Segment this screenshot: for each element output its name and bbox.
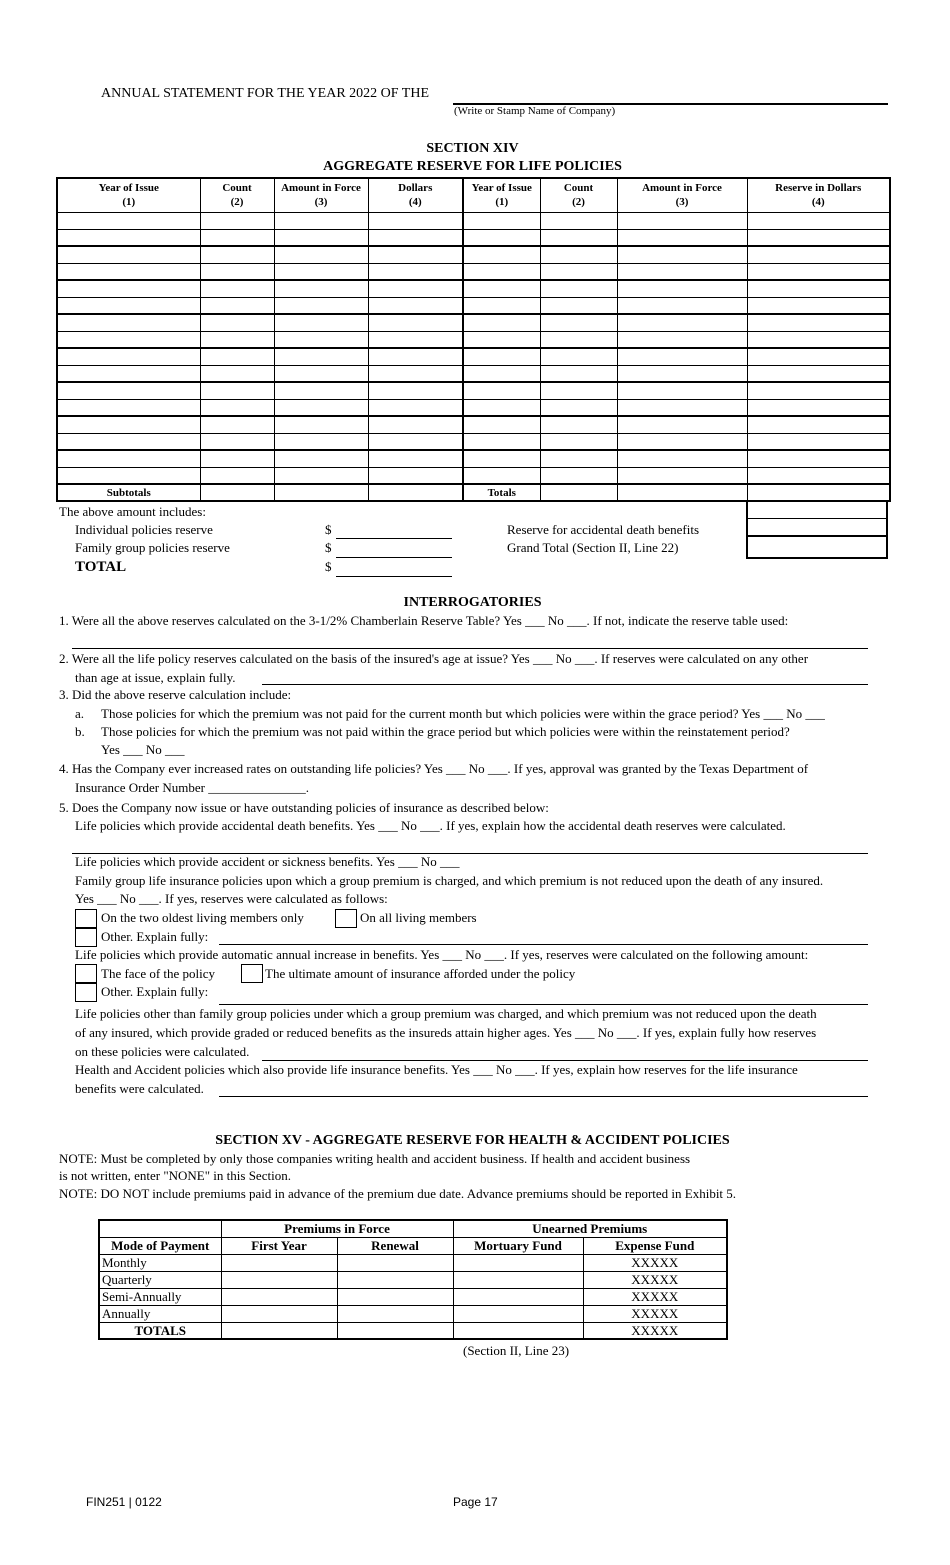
table-cell[interactable] — [368, 365, 463, 382]
first-year-cell[interactable] — [221, 1271, 337, 1288]
table-cell[interactable] — [200, 331, 274, 348]
table-cell[interactable] — [57, 450, 200, 467]
question-5-family: Family group life insurance policies upon which a group premium is charged, and which premium is not reduced upon the death of any insured. — [75, 873, 824, 888]
first-year-cell[interactable] — [221, 1254, 337, 1271]
table-cell[interactable] — [463, 467, 540, 484]
col-header: Dollars (4) — [368, 178, 463, 212]
table-cell[interactable] — [200, 467, 274, 484]
renewal-cell[interactable] — [337, 1254, 453, 1271]
table-cell[interactable] — [200, 263, 274, 280]
mortuary-fund-cell[interactable] — [453, 1322, 583, 1339]
mode-of-payment-cell: Quarterly — [99, 1271, 221, 1288]
table-cell[interactable] — [617, 484, 747, 501]
health-accident-table — [98, 1219, 728, 1340]
table-cell[interactable] — [274, 280, 368, 297]
question-3b-yes-no: Yes ___ No ___ — [101, 742, 185, 757]
checkbox-ultimate-amount[interactable] — [241, 964, 263, 983]
table-row — [57, 382, 890, 399]
table-cell[interactable] — [463, 433, 540, 450]
table-cell[interactable] — [274, 382, 368, 399]
grand-total-field[interactable] — [748, 536, 886, 553]
table-cell[interactable] — [747, 416, 890, 433]
checkbox-other-family[interactable] — [75, 928, 97, 947]
table-cell[interactable] — [368, 263, 463, 280]
accidental-reserve-label: Reserve for accidental death benefits — [507, 522, 700, 537]
question-2: 2. Were all the life policy reserves calculated on the basis of the insured's age at issue? Yes ___ No ___. If reserves were calculated on any other — [59, 651, 809, 666]
table-cell[interactable] — [200, 297, 274, 314]
table-cell[interactable] — [368, 484, 463, 501]
table-cell[interactable] — [747, 314, 890, 331]
table-cell[interactable] — [200, 348, 274, 365]
question-1: 1. Were all the above reserves calculated on the 3-1/2% Chamberlain Reserve Table? Yes ___ No ___. If not, indicate the reserve table used: — [59, 613, 789, 628]
question-5: 5. Does the Company now issue or have outstanding policies of insurance as described below: — [59, 800, 549, 815]
table-cell[interactable] — [57, 382, 200, 399]
table-row — [99, 1288, 727, 1305]
table-row — [57, 314, 890, 331]
table-row — [57, 263, 890, 280]
table-cell[interactable] — [540, 331, 617, 348]
table-cell[interactable] — [540, 314, 617, 331]
expense-fund-cell: XXXXX — [583, 1271, 727, 1288]
table-cell[interactable] — [274, 314, 368, 331]
dollar-sign: $ — [325, 559, 332, 574]
table-cell[interactable] — [200, 399, 274, 416]
mode-of-payment-cell: Monthly — [99, 1254, 221, 1271]
col-expense-fund: Expense Fund — [583, 1237, 727, 1254]
first-year-cell[interactable] — [221, 1322, 337, 1339]
total-amount-line[interactable] — [336, 576, 452, 577]
table-cell[interactable] — [463, 212, 540, 229]
section14-title: AGGREGATE RESERVE FOR LIFE POLICIES — [323, 159, 622, 174]
table-cell[interactable] — [747, 365, 890, 382]
table-cell[interactable] — [463, 297, 540, 314]
table-cell[interactable] — [463, 348, 540, 365]
table-cell[interactable] — [463, 365, 540, 382]
table-cell[interactable] — [540, 433, 617, 450]
question-3: 3. Did the above reserve calculation include: — [59, 687, 292, 702]
totals-label: Totals — [463, 484, 540, 501]
col-header: Count (2) — [540, 178, 617, 212]
table-cell[interactable] — [617, 382, 747, 399]
table-cell[interactable] — [617, 280, 747, 297]
table-cell[interactable] — [617, 416, 747, 433]
question-4: 4. Has the Company ever increased rates on outstanding life policies? Yes ___ No ___. If yes, approval was granted by the Texas Department of — [59, 761, 809, 776]
table-cell[interactable] — [274, 212, 368, 229]
table-cell[interactable] — [540, 229, 617, 246]
table-row — [99, 1322, 727, 1339]
table-cell[interactable] — [368, 297, 463, 314]
accidental-reserve-field[interactable] — [748, 519, 886, 536]
question-3b: Those policies for which the premium was not paid within the grace period but which policies were within the reinstatement period? — [101, 724, 790, 739]
table-cell[interactable] — [274, 331, 368, 348]
mortuary-fund-cell[interactable] — [453, 1288, 583, 1305]
table-cell[interactable] — [617, 348, 747, 365]
renewal-cell[interactable] — [337, 1305, 453, 1322]
table-row — [99, 1305, 727, 1322]
table-cell[interactable] — [274, 399, 368, 416]
table-cell[interactable] — [540, 399, 617, 416]
individual-label: Individual policies reserve — [75, 522, 213, 537]
table-cell[interactable] — [540, 450, 617, 467]
col-header: Year of Issue (1) — [463, 178, 540, 212]
table-cell[interactable] — [57, 331, 200, 348]
table-cell[interactable] — [368, 280, 463, 297]
expense-fund-cell: XXXXX — [583, 1322, 727, 1339]
total-label: TOTAL — [75, 559, 127, 575]
table-cell[interactable] — [368, 212, 463, 229]
question-5-health-cont: benefits were calculated. — [75, 1081, 204, 1096]
table-cell[interactable] — [274, 484, 368, 501]
table-cell[interactable] — [274, 229, 368, 246]
table-cell[interactable] — [368, 331, 463, 348]
table-cell[interactable] — [274, 246, 368, 263]
table-cell[interactable] — [617, 450, 747, 467]
table-cell[interactable] — [200, 433, 274, 450]
table-cell[interactable] — [747, 297, 890, 314]
table-row — [57, 229, 890, 246]
answer-line[interactable] — [219, 944, 868, 945]
table-cell[interactable] — [200, 246, 274, 263]
includes-label: The above amount includes: — [59, 504, 206, 519]
table-cell[interactable] — [747, 263, 890, 280]
table-cell[interactable] — [617, 263, 747, 280]
col-mode-of-payment: Mode of Payment — [99, 1237, 221, 1254]
answer-line[interactable] — [72, 648, 868, 649]
table-cell[interactable] — [747, 399, 890, 416]
page-number: Page 17 — [453, 1495, 498, 1509]
mortuary-fund-cell[interactable] — [453, 1271, 583, 1288]
table-row — [99, 1254, 727, 1271]
table-cell[interactable] — [200, 382, 274, 399]
table-row — [57, 467, 890, 484]
col-mortuary-fund: Mortuary Fund — [453, 1237, 583, 1254]
table-cell[interactable] — [57, 280, 200, 297]
table-cell[interactable] — [274, 263, 368, 280]
mode-of-payment-cell: Semi-Annually — [99, 1288, 221, 1305]
table-row — [57, 246, 890, 263]
first-year-cell[interactable] — [221, 1305, 337, 1322]
table-cell[interactable] — [200, 365, 274, 382]
table-cell[interactable] — [747, 280, 890, 297]
table-cell[interactable] — [540, 212, 617, 229]
answer-line[interactable] — [262, 1060, 868, 1061]
table-cell[interactable] — [617, 212, 747, 229]
table-cell[interactable] — [617, 314, 747, 331]
family-amount-line[interactable] — [336, 557, 452, 558]
mortuary-fund-cell[interactable] — [453, 1305, 583, 1322]
section14-heading: SECTION XIV — [426, 141, 519, 156]
renewal-cell[interactable] — [337, 1322, 453, 1339]
table-cell[interactable] — [200, 450, 274, 467]
question-3b-letter: b. — [75, 724, 85, 739]
col-first-year: First Year — [221, 1237, 337, 1254]
accidental-reserve-field[interactable] — [748, 502, 886, 519]
reserve-totals-box — [746, 502, 888, 559]
table-row — [57, 399, 890, 416]
table-cell[interactable] — [463, 416, 540, 433]
table-cell[interactable] — [368, 433, 463, 450]
table-cell[interactable] — [200, 229, 274, 246]
subtotals-row — [57, 484, 890, 501]
expense-fund-cell: XXXXX — [583, 1254, 727, 1271]
table-cell[interactable] — [200, 212, 274, 229]
table-cell[interactable] — [540, 246, 617, 263]
table-cell[interactable] — [274, 297, 368, 314]
dollar-sign: $ — [325, 540, 332, 555]
table-cell[interactable] — [368, 229, 463, 246]
table-cell[interactable] — [274, 348, 368, 365]
form-id: FIN251 | 0122 — [86, 1495, 162, 1509]
table-cell[interactable] — [747, 246, 890, 263]
table-cell[interactable] — [57, 365, 200, 382]
table-cell[interactable] — [57, 229, 200, 246]
table-cell[interactable] — [200, 314, 274, 331]
table-cell[interactable] — [368, 467, 463, 484]
table-cell[interactable] — [540, 348, 617, 365]
table-cell[interactable] — [57, 314, 200, 331]
col-header: Amount in Force (3) — [617, 178, 747, 212]
table-cell[interactable] — [617, 297, 747, 314]
table-cell[interactable] — [200, 416, 274, 433]
table-cell[interactable] — [540, 297, 617, 314]
option-all-members: On all living members — [360, 910, 477, 925]
mortuary-fund-cell[interactable] — [453, 1254, 583, 1271]
table-cell[interactable] — [617, 229, 747, 246]
table-cell[interactable] — [463, 263, 540, 280]
option-ultimate-amount: The ultimate amount of insurance afforded under the policy — [265, 966, 576, 981]
table-cell[interactable] — [747, 382, 890, 399]
col-header: Year of Issue (1) — [57, 178, 200, 212]
table-cell[interactable] — [57, 348, 200, 365]
checkbox-face-of-policy[interactable] — [75, 964, 97, 983]
table-cell[interactable] — [747, 348, 890, 365]
answer-line[interactable] — [219, 1096, 868, 1097]
empty-header — [99, 1220, 221, 1237]
table-cell[interactable] — [540, 467, 617, 484]
question-5-graded: Life policies other than family group policies under which a group premium was charged, and which premium was not reduced upon the death — [75, 1006, 817, 1021]
grand-total-label: Grand Total (Section II, Line 22) — [507, 540, 679, 555]
question-5-health: Health and Accident policies which also provide life insurance benefits. Yes ___ No ___. If yes, explain how reserves for the life insurance — [75, 1062, 798, 1077]
table-cell[interactable] — [368, 246, 463, 263]
question-5-family-yes-no: Yes ___ No ___. If yes, reserves were calculated as follows: — [75, 891, 388, 906]
table-row — [57, 365, 890, 382]
option-other-auto: Other. Explain fully: — [101, 984, 209, 999]
table-cell[interactable] — [463, 399, 540, 416]
table-cell[interactable] — [57, 263, 200, 280]
table-cell[interactable] — [368, 348, 463, 365]
section15-reference: (Section II, Line 23) — [463, 1343, 570, 1358]
table-cell[interactable] — [463, 246, 540, 263]
table-cell[interactable] — [747, 331, 890, 348]
question-5-auto-increase: Life policies which provide automatic annual increase in benefits. Yes ___ No ___. If yes, reserves were calculated on the following amount: — [75, 947, 809, 962]
table-cell[interactable] — [274, 365, 368, 382]
dollar-sign: $ — [325, 522, 332, 537]
table-cell[interactable] — [57, 297, 200, 314]
table-cell[interactable] — [617, 399, 747, 416]
table-cell[interactable] — [274, 450, 368, 467]
question-5-graded-cont: of any insured, which provide graded or reduced benefits as the insureds attain higher ages. Yes ___ No ___. If yes, explain fully how reserves — [75, 1025, 817, 1040]
table-header-row — [57, 178, 890, 212]
individual-amount-line[interactable] — [336, 538, 452, 539]
table-cell[interactable] — [617, 246, 747, 263]
col-header: Count (2) — [200, 178, 274, 212]
first-year-cell[interactable] — [221, 1288, 337, 1305]
table-cell[interactable] — [540, 416, 617, 433]
table-row — [57, 450, 890, 467]
group-header-row — [99, 1220, 727, 1237]
table-row — [57, 331, 890, 348]
table-cell[interactable] — [463, 331, 540, 348]
column-header-row — [99, 1237, 727, 1254]
table-cell[interactable] — [617, 433, 747, 450]
table-cell[interactable] — [617, 365, 747, 382]
family-label: Family group policies reserve — [75, 540, 230, 555]
premiums-in-force-header: Premiums in Force — [221, 1220, 453, 1237]
question-4-cont: Insurance Order Number _______________. — [75, 780, 309, 795]
table-cell[interactable] — [747, 484, 890, 501]
table-cell[interactable] — [540, 365, 617, 382]
statement-title: ANNUAL STATEMENT FOR THE YEAR 2022 OF THE — [101, 86, 430, 101]
table-cell[interactable] — [540, 382, 617, 399]
expense-fund-cell: XXXXX — [583, 1288, 727, 1305]
question-3a: Those policies for which the premium was not paid for the current month but which policies were within the grace period? Yes ___ No ___ — [101, 706, 825, 721]
life-reserve-table — [56, 177, 891, 502]
table-cell[interactable] — [57, 399, 200, 416]
table-row — [57, 416, 890, 433]
table-cell[interactable] — [747, 212, 890, 229]
section15-title: SECTION XV - AGGREGATE RESERVE FOR HEALTH & ACCIDENT POLICIES — [215, 1133, 730, 1148]
question-5-sickness: Life policies which provide accident or sickness benefits. Yes ___ No ___ — [75, 854, 460, 869]
table-row — [57, 348, 890, 365]
table-cell[interactable] — [368, 314, 463, 331]
table-cell[interactable] — [463, 450, 540, 467]
option-other-family: Other. Explain fully: — [101, 929, 209, 944]
table-cell[interactable] — [540, 263, 617, 280]
question-3a-letter: a. — [75, 706, 85, 721]
table-cell[interactable] — [274, 467, 368, 484]
question-5-accidental: Life policies which provide accidental death benefits. Yes ___ No ___. If yes, explain how the accidental death reserves were calculated. — [75, 818, 786, 833]
table-cell[interactable] — [540, 484, 617, 501]
option-oldest-members: On the two oldest living members only — [101, 910, 304, 925]
table-row — [99, 1271, 727, 1288]
section15-note-1-cont: is not written, enter "NONE" in this Section. — [59, 1168, 291, 1183]
table-cell[interactable] — [274, 416, 368, 433]
section15-note-2: NOTE: DO NOT include premiums paid in advance of the premium due date. Advance premiums should be reported in Exhibit 5. — [59, 1186, 737, 1201]
table-cell[interactable] — [57, 246, 200, 263]
answer-line[interactable] — [262, 684, 868, 685]
table-cell[interactable] — [368, 382, 463, 399]
company-name-hint: (Write or Stamp Name of Company) — [454, 105, 616, 117]
table-cell[interactable] — [617, 331, 747, 348]
table-cell[interactable] — [57, 433, 200, 450]
col-renewal: Renewal — [337, 1237, 453, 1254]
section15-note-1: NOTE: Must be completed by only those companies writing health and accident business. If health and accident business — [59, 1151, 691, 1166]
question-5-graded-cont: on these policies were calculated. — [75, 1044, 250, 1059]
unearned-premiums-header: Unearned Premiums — [453, 1220, 727, 1237]
table-cell[interactable] — [747, 229, 890, 246]
mode-of-payment-cell: Annually — [99, 1305, 221, 1322]
table-row — [57, 433, 890, 450]
table-cell[interactable] — [200, 280, 274, 297]
table-cell[interactable] — [540, 280, 617, 297]
table-cell[interactable] — [463, 280, 540, 297]
option-face-of-policy: The face of the policy — [101, 966, 216, 981]
table-cell[interactable] — [368, 450, 463, 467]
table-cell[interactable] — [747, 450, 890, 467]
expense-fund-cell: XXXXX — [583, 1305, 727, 1322]
checkbox-oldest-members[interactable] — [75, 909, 97, 928]
table-cell[interactable] — [747, 433, 890, 450]
table-row — [57, 297, 890, 314]
table-cell[interactable] — [747, 467, 890, 484]
table-cell[interactable] — [368, 399, 463, 416]
table-cell[interactable] — [463, 229, 540, 246]
mode-of-payment-cell: TOTALS — [99, 1322, 221, 1339]
col-header: Reserve in Dollars (4) — [747, 178, 890, 212]
table-row — [57, 212, 890, 229]
table-cell[interactable] — [463, 314, 540, 331]
renewal-cell[interactable] — [337, 1288, 453, 1305]
table-cell[interactable] — [463, 382, 540, 399]
table-cell[interactable] — [57, 416, 200, 433]
answer-line[interactable] — [219, 1004, 868, 1005]
renewal-cell[interactable] — [337, 1271, 453, 1288]
table-row — [57, 280, 890, 297]
checkbox-other-auto[interactable] — [75, 983, 97, 1002]
subtotals-label: Subtotals — [57, 484, 200, 501]
question-2-cont: than age at issue, explain fully. — [75, 670, 236, 685]
table-cell[interactable] — [57, 212, 200, 229]
table-cell[interactable] — [200, 484, 274, 501]
checkbox-all-members[interactable] — [335, 909, 357, 928]
table-cell[interactable] — [57, 467, 200, 484]
table-cell[interactable] — [368, 416, 463, 433]
table-cell[interactable] — [617, 467, 747, 484]
col-header: Amount in Force (3) — [274, 178, 368, 212]
table-cell[interactable] — [274, 433, 368, 450]
interrogatories-heading: INTERROGATORIES — [403, 595, 542, 610]
